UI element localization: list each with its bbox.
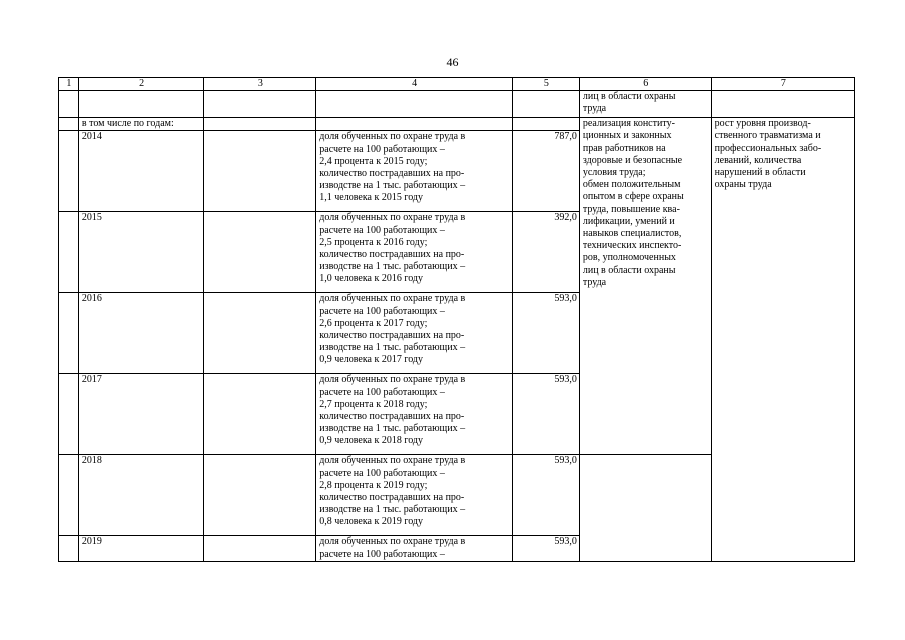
indicator-cell (316, 212, 513, 293)
indicator-line: 1,1 человека к 2015 году (319, 192, 423, 204)
indicator-line: 2,6 процента к 2017 году; (319, 317, 428, 329)
indicator-line: расчете на 100 работающих – (319, 143, 445, 155)
text-line: нарушений в области (714, 167, 806, 179)
year-cell: 2014 (78, 131, 204, 212)
amount-cell: 593,0 (512, 374, 579, 455)
indicator-line: 0,9 человека к 2017 году (319, 354, 423, 366)
indicator-line: изводстве на 1 тыс. работающих – (319, 504, 466, 516)
cell-empty (316, 118, 513, 131)
column-number: 2 (78, 78, 204, 91)
indicator-line: 0,9 человека к 2018 году (319, 435, 423, 447)
year-cell: 2019 (78, 536, 204, 561)
year-cell: 2015 (78, 212, 204, 293)
text-line: обмен положительным (582, 179, 681, 191)
years-heading-row (59, 118, 855, 131)
text-line: охраны труда (714, 179, 772, 191)
text-line: ров, уполномоченных (582, 252, 676, 264)
indicator-line: изводстве на 1 тыс. работающих – (319, 423, 466, 435)
consequences-description (711, 118, 854, 562)
indicator-line: расчете на 100 работающих – (319, 467, 445, 479)
indicator-line: расчете на 100 работающих – (319, 305, 445, 317)
text-line: труда (582, 103, 607, 115)
cell-empty (78, 91, 204, 118)
indicator-cell (316, 536, 513, 561)
indicator-line: количество пострадавших на про- (319, 411, 465, 423)
year-cell: 2018 (78, 455, 204, 536)
cell-empty (579, 455, 711, 561)
column-number: 3 (204, 78, 316, 91)
indicator-line: доля обученных по охране труда в (319, 455, 466, 467)
page-number: 46 (446, 55, 459, 69)
measures-description (579, 118, 711, 455)
indicator-cell (316, 293, 513, 374)
continuation-row (59, 91, 855, 118)
amount-cell: 593,0 (512, 455, 579, 536)
cell-empty (316, 91, 513, 118)
indicator-line: 2,8 процента к 2019 году; (319, 479, 428, 491)
program-table (58, 77, 855, 562)
indicator-line: количество пострадавших на про- (319, 249, 465, 261)
cell-empty (512, 91, 579, 118)
text-line: навыков специалистов, (582, 228, 682, 240)
indicator-line: 1,0 человека к 2016 году (319, 273, 423, 285)
cell-empty (204, 131, 316, 212)
cell-empty (711, 91, 854, 118)
text-line: рост уровня производ- (714, 118, 811, 130)
text-line: технических инспекто- (582, 240, 682, 252)
indicator-line: доля обученных по охране труда в (319, 212, 466, 224)
text-line: условия труда; (582, 167, 646, 179)
cell-empty (59, 293, 79, 374)
text-line: здоровые и безопасные (582, 154, 683, 166)
indicator-cell (316, 131, 513, 212)
indicator-line: количество пострадавших на про- (319, 330, 465, 342)
amount-cell: 593,0 (512, 293, 579, 374)
continuation-col6 (579, 91, 711, 118)
indicator-line: изводстве на 1 тыс. работающих – (319, 342, 466, 354)
indicator-line: 2,7 процента к 2018 году; (319, 398, 428, 410)
years-heading: в том числе по годам: (78, 118, 204, 131)
text-line: ственного травматизма и (714, 130, 821, 142)
amount-cell: 392,0 (512, 212, 579, 293)
cell-empty (59, 212, 79, 293)
indicator-line: расчете на 100 работающих – (319, 548, 445, 560)
indicator-line: количество пострадавших на про- (319, 168, 465, 180)
text-line: опытом в сфере охраны (582, 191, 684, 203)
cell-empty (59, 536, 79, 561)
cell-empty (59, 374, 79, 455)
cell-empty (204, 91, 316, 118)
column-number: 6 (579, 78, 711, 91)
indicator-line: доля обученных по охране труда в (319, 536, 466, 548)
cell-empty (512, 118, 579, 131)
indicator-line: доля обученных по охране труда в (319, 293, 466, 305)
cell-empty (204, 455, 316, 536)
cell-empty (59, 91, 79, 118)
indicator-line: доля обученных по охране труда в (319, 374, 466, 386)
text-line: труда (582, 276, 607, 288)
amount-cell: 787,0 (512, 131, 579, 212)
text-line: лиц в области охраны (582, 264, 676, 276)
indicator-line: изводстве на 1 тыс. работающих – (319, 261, 466, 273)
text-line: лиц в области охраны (582, 91, 676, 103)
indicator-line: 0,8 человека к 2019 году (319, 516, 423, 528)
text-line: лификации, умений и (582, 215, 675, 227)
cell-empty (204, 536, 316, 561)
indicator-cell (316, 455, 513, 536)
column-number: 7 (711, 78, 854, 91)
indicator-line: доля обученных по охране труда в (319, 131, 466, 143)
column-number: 5 (512, 78, 579, 91)
indicator-line: 2,4 процента к 2015 году; (319, 155, 428, 167)
text-line: ционных и законных (582, 130, 672, 142)
amount-cell: 593,0 (512, 536, 579, 561)
text-line: леваний, количества (714, 154, 802, 166)
cell-empty (204, 118, 316, 131)
cell-empty (59, 118, 79, 131)
cell-empty (59, 131, 79, 212)
column-number: 4 (316, 78, 513, 91)
year-cell: 2017 (78, 374, 204, 455)
text-line: реализация конститу- (582, 118, 675, 130)
text-line: профессиональных забо- (714, 142, 822, 154)
text-line: труда, повышение ква- (582, 203, 680, 215)
text-line: прав работников на (582, 142, 666, 154)
indicator-line: количество пострадавших на про- (319, 492, 465, 504)
cell-empty (204, 374, 316, 455)
indicator-line: 2,5 процента к 2016 году; (319, 236, 428, 248)
year-cell: 2016 (78, 293, 204, 374)
cell-empty (204, 212, 316, 293)
column-number: 1 (59, 78, 79, 91)
indicator-line: расчете на 100 работающих – (319, 386, 445, 398)
indicator-line: изводстве на 1 тыс. работающих – (319, 180, 466, 192)
indicator-line: расчете на 100 работающих – (319, 224, 445, 236)
cell-empty (59, 455, 79, 536)
indicator-cell (316, 374, 513, 455)
column-number-row (59, 78, 855, 91)
cell-empty (204, 293, 316, 374)
